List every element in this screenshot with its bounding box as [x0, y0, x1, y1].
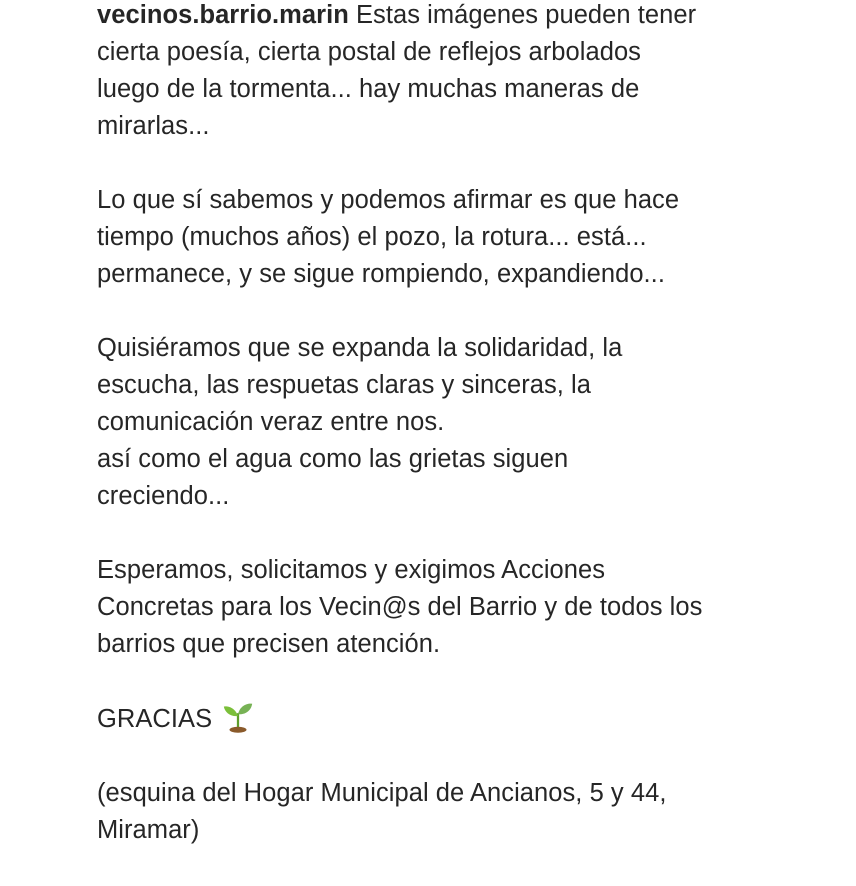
- caption-line: Quisiéramos que se expanda la solidaridad, la: [97, 334, 623, 362]
- caption-line: [97, 700, 797, 738]
- caption-line: Concretas para los Vecin@s del Barrio y de todos los: [97, 593, 703, 621]
- caption-line: Miramar): [97, 816, 200, 844]
- caption-line: tiempo (muchos años) el pozo, la rotura... está...: [97, 223, 647, 251]
- caption-paragraph-1: [97, 0, 797, 145]
- caption-paragraph-2: [97, 182, 797, 293]
- caption-text: Estas imágenes pueden tener: [348, 1, 697, 29]
- caption-paragraph-5: [97, 700, 797, 738]
- caption-line: mirarlas...: [97, 112, 210, 140]
- post-caption: [97, 0, 797, 886]
- caption-line: Esperamos, solicitamos y exigimos Acciones: [97, 556, 606, 584]
- caption-paragraph-4: [97, 552, 797, 663]
- caption-line: (esquina del Hogar Municipal de Ancianos, 5 y 44,: [97, 779, 667, 807]
- caption-line: creciendo...: [97, 482, 230, 510]
- caption-line: Lo que sí sabemos y podemos afirmar es que hace: [97, 186, 680, 214]
- seedling-icon: [221, 700, 255, 734]
- caption-line: barrios que precisen atención.: [97, 630, 441, 658]
- caption-line: escucha, las respuetas claras y sinceras, la: [97, 371, 592, 399]
- caption-line: permanece, y se sigue rompiendo, expandiendo...: [97, 260, 665, 288]
- caption-line: así como el agua como las grietas siguen: [97, 445, 569, 473]
- caption-paragraph-6: [97, 775, 797, 849]
- gracias-text: GRACIAS: [97, 705, 213, 733]
- caption-line: luego de la tormenta... hay muchas maneras de: [97, 75, 640, 103]
- username-link[interactable]: vecinos.barrio.marin: [97, 1, 349, 29]
- caption-line: [97, 0, 797, 34]
- caption-paragraph-3: [97, 330, 797, 515]
- caption-line: cierta poesía, cierta postal de reflejos arbolados: [97, 38, 641, 66]
- caption-line: comunicación veraz entre nos.: [97, 408, 445, 436]
